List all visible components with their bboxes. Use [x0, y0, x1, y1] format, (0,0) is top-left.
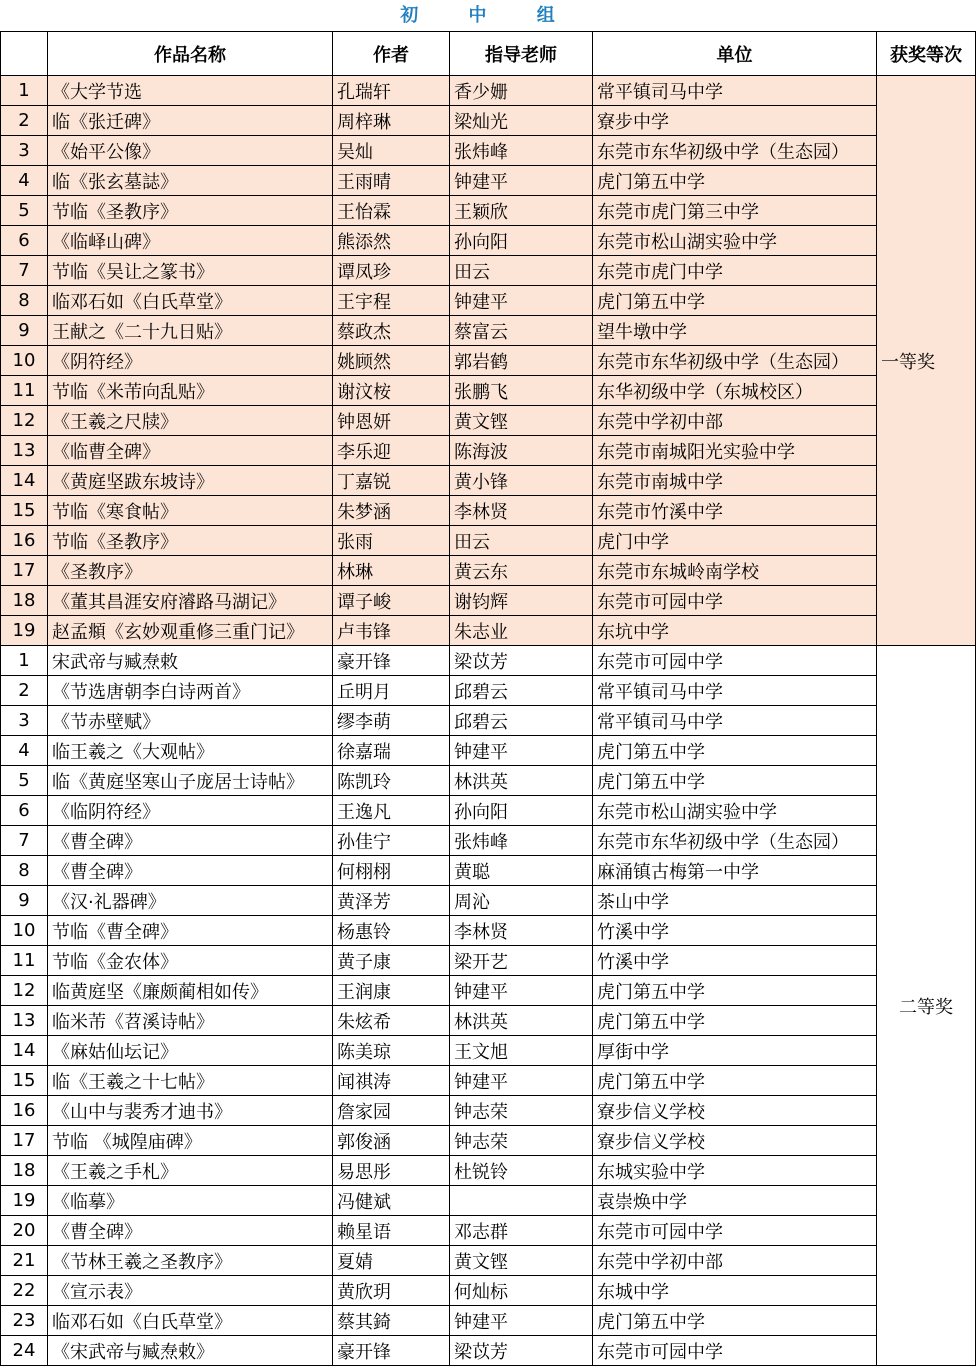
row-number-cell: 21	[1, 1246, 48, 1276]
award-level-cell: 二等奖	[877, 646, 976, 1366]
award-table	[0, 31, 976, 1366]
table-row	[1, 106, 976, 136]
author-cell: 朱梦涵	[333, 496, 450, 526]
author-cell: 易思彤	[333, 1156, 450, 1186]
work-title-cell: 赵孟頫《玄妙观重修三重门记》	[48, 616, 333, 646]
work-title-cell: 《宣示表》	[48, 1276, 333, 1306]
header-no	[1, 32, 48, 76]
row-number-cell: 7	[1, 256, 48, 286]
teacher-cell: 李林贤	[450, 916, 593, 946]
unit-cell: 东莞市可园中学	[593, 1336, 877, 1366]
row-number-cell: 16	[1, 526, 48, 556]
row-number-cell: 18	[1, 1156, 48, 1186]
author-cell: 徐嘉瑞	[333, 736, 450, 766]
work-title-cell: 《曹全碑》	[48, 1216, 333, 1246]
header-work: 作品名称	[48, 32, 333, 76]
work-title-cell: 临王羲之《大观帖》	[48, 736, 333, 766]
teacher-cell: 周沁	[450, 886, 593, 916]
unit-cell: 东莞市东华初级中学（生态园）	[593, 346, 877, 376]
work-title-cell: 节临《吴让之篆书》	[48, 256, 333, 286]
unit-cell: 东莞市可园中学	[593, 1216, 877, 1246]
teacher-cell: 梁苡芳	[450, 1336, 593, 1366]
author-cell: 周梓琳	[333, 106, 450, 136]
table-row	[1, 676, 976, 706]
work-title-cell: 宋武帝与臧焘敕	[48, 646, 333, 676]
author-cell: 王逸凡	[333, 796, 450, 826]
table-row	[1, 496, 976, 526]
work-title-cell: 《宋武帝与臧焘敕》	[48, 1336, 333, 1366]
unit-cell: 虎门第五中学	[593, 1006, 877, 1036]
work-title-cell: 节临《米芾向乱贴》	[48, 376, 333, 406]
work-title-cell: 《节选唐朝李白诗两首》	[48, 676, 333, 706]
row-number-cell: 17	[1, 1126, 48, 1156]
row-number-cell: 20	[1, 1216, 48, 1246]
teacher-cell: 香少姗	[450, 76, 593, 106]
teacher-cell: 钟建平	[450, 166, 593, 196]
author-cell: 豪开锋	[333, 646, 450, 676]
teacher-cell: 郭岩鹤	[450, 346, 593, 376]
row-number-cell: 8	[1, 286, 48, 316]
teacher-cell: 孙向阳	[450, 796, 593, 826]
unit-cell: 常平镇司马中学	[593, 706, 877, 736]
table-row	[1, 466, 976, 496]
unit-cell: 东华初级中学（东城校区）	[593, 376, 877, 406]
row-number-cell: 2	[1, 676, 48, 706]
unit-cell: 厚街中学	[593, 1036, 877, 1066]
author-cell: 吴灿	[333, 136, 450, 166]
author-cell: 钟恩妍	[333, 406, 450, 436]
unit-cell: 东城中学	[593, 1276, 877, 1306]
unit-cell: 虎门第五中学	[593, 766, 877, 796]
teacher-cell: 林洪英	[450, 1006, 593, 1036]
unit-cell: 东莞中学初中部	[593, 1246, 877, 1276]
teacher-cell: 钟志荣	[450, 1126, 593, 1156]
unit-cell: 虎门第五中学	[593, 1306, 877, 1336]
row-number-cell: 13	[1, 1006, 48, 1036]
table-row	[1, 946, 976, 976]
author-cell: 谭凤珍	[333, 256, 450, 286]
author-cell: 丁嘉锐	[333, 466, 450, 496]
work-title-cell: 节临 《城隍庙碑》	[48, 1126, 333, 1156]
row-number-cell: 19	[1, 616, 48, 646]
work-title-cell: 节临《曹全碑》	[48, 916, 333, 946]
unit-cell: 寮步中学	[593, 106, 877, 136]
author-cell: 朱炫希	[333, 1006, 450, 1036]
teacher-cell: 朱志业	[450, 616, 593, 646]
work-title-cell: 节临《寒食帖》	[48, 496, 333, 526]
author-cell: 陈凯玲	[333, 766, 450, 796]
teacher-cell: 邓志群	[450, 1216, 593, 1246]
row-number-cell: 14	[1, 466, 48, 496]
teacher-cell: 孙向阳	[450, 226, 593, 256]
table-row	[1, 706, 976, 736]
row-number-cell: 15	[1, 496, 48, 526]
row-number-cell: 11	[1, 946, 48, 976]
row-number-cell: 12	[1, 976, 48, 1006]
author-cell: 詹家园	[333, 1096, 450, 1126]
row-number-cell: 9	[1, 886, 48, 916]
work-title-cell: 临《张玄墓誌》	[48, 166, 333, 196]
unit-cell: 东莞市东华初级中学（生态园）	[593, 136, 877, 166]
work-title-cell: 《节林王羲之圣教序》	[48, 1246, 333, 1276]
table-row	[1, 1126, 976, 1156]
work-title-cell: 节临《金农体》	[48, 946, 333, 976]
teacher-cell: 何灿标	[450, 1276, 593, 1306]
author-cell: 李乐迎	[333, 436, 450, 466]
row-number-cell: 8	[1, 856, 48, 886]
work-title-cell: 节临《圣教序》	[48, 196, 333, 226]
work-title-cell: 《王羲之手札》	[48, 1156, 333, 1186]
row-number-cell: 1	[1, 76, 48, 106]
author-cell: 缪李萌	[333, 706, 450, 736]
author-cell: 黄子康	[333, 946, 450, 976]
author-cell: 赖星语	[333, 1216, 450, 1246]
header-teacher: 指导老师	[450, 32, 593, 76]
teacher-cell	[450, 1186, 593, 1216]
row-number-cell: 10	[1, 916, 48, 946]
teacher-cell: 黄文铿	[450, 406, 593, 436]
work-title-cell: 《山中与裴秀才迪书》	[48, 1096, 333, 1126]
work-title-cell: 临邓石如《白氏草堂》	[48, 286, 333, 316]
teacher-cell: 钟建平	[450, 1306, 593, 1336]
work-title-cell: 《节赤壁赋》	[48, 706, 333, 736]
teacher-cell: 钟建平	[450, 286, 593, 316]
table-row	[1, 886, 976, 916]
row-number-cell: 5	[1, 196, 48, 226]
table-row	[1, 1306, 976, 1336]
table-row	[1, 1246, 976, 1276]
teacher-cell: 陈海波	[450, 436, 593, 466]
row-number-cell: 11	[1, 376, 48, 406]
table-row	[1, 616, 976, 646]
row-number-cell: 1	[1, 646, 48, 676]
table-row	[1, 286, 976, 316]
teacher-cell: 邱碧云	[450, 676, 593, 706]
work-title-cell: 《麻姑仙坛记》	[48, 1036, 333, 1066]
row-number-cell: 13	[1, 436, 48, 466]
author-cell: 冯健斌	[333, 1186, 450, 1216]
table-row	[1, 826, 976, 856]
teacher-cell: 梁苡芳	[450, 646, 593, 676]
row-number-cell: 4	[1, 166, 48, 196]
teacher-cell: 张鹏飞	[450, 376, 593, 406]
header-unit: 单位	[593, 32, 877, 76]
unit-cell: 茶山中学	[593, 886, 877, 916]
table-row	[1, 796, 976, 826]
unit-cell: 东莞市可园中学	[593, 646, 877, 676]
unit-cell: 东莞中学初中部	[593, 406, 877, 436]
unit-cell: 东莞市可园中学	[593, 586, 877, 616]
table-row	[1, 916, 976, 946]
header-author: 作者	[333, 32, 450, 76]
row-number-cell: 6	[1, 226, 48, 256]
work-title-cell: 《曹全碑》	[48, 856, 333, 886]
unit-cell: 麻涌镇古梅第一中学	[593, 856, 877, 886]
table-row	[1, 76, 976, 106]
row-number-cell: 12	[1, 406, 48, 436]
row-number-cell: 17	[1, 556, 48, 586]
author-cell: 何栩栩	[333, 856, 450, 886]
work-title-cell: 《黄庭坚跋东坡诗》	[48, 466, 333, 496]
work-title-cell: 临《王羲之十七帖》	[48, 1066, 333, 1096]
work-title-cell: 临邓石如《白氏草堂》	[48, 1306, 333, 1336]
row-number-cell: 7	[1, 826, 48, 856]
author-cell: 孙佳宁	[333, 826, 450, 856]
unit-cell: 虎门中学	[593, 526, 877, 556]
row-number-cell: 3	[1, 706, 48, 736]
unit-cell: 袁崇焕中学	[593, 1186, 877, 1216]
author-cell: 豪开锋	[333, 1336, 450, 1366]
author-cell: 孔瑞轩	[333, 76, 450, 106]
table-row	[1, 256, 976, 286]
teacher-cell: 钟建平	[450, 1066, 593, 1096]
table-row	[1, 346, 976, 376]
unit-cell: 寮步信义学校	[593, 1096, 877, 1126]
unit-cell: 东坑中学	[593, 616, 877, 646]
row-number-cell: 16	[1, 1096, 48, 1126]
author-cell: 王怡霖	[333, 196, 450, 226]
table-row	[1, 1006, 976, 1036]
teacher-cell: 田云	[450, 256, 593, 286]
work-title-cell: 临米芾《苕溪诗帖》	[48, 1006, 333, 1036]
work-title-cell: 临《黄庭坚寒山子庞居士诗帖》	[48, 766, 333, 796]
table-row	[1, 406, 976, 436]
unit-cell: 东莞市虎门中学	[593, 256, 877, 286]
row-number-cell: 2	[1, 106, 48, 136]
author-cell: 王雨晴	[333, 166, 450, 196]
work-title-cell: 《大学节选	[48, 76, 333, 106]
work-title-cell: 节临《圣教序》	[48, 526, 333, 556]
work-title-cell: 王献之《二十九日贴》	[48, 316, 333, 346]
teacher-cell: 王颖欣	[450, 196, 593, 226]
table-row	[1, 556, 976, 586]
table-row	[1, 1216, 976, 1246]
unit-cell: 常平镇司马中学	[593, 676, 877, 706]
table-row	[1, 1156, 976, 1186]
author-cell: 卢韦锋	[333, 616, 450, 646]
unit-cell: 东莞市虎门第三中学	[593, 196, 877, 226]
work-title-cell: 《始平公像》	[48, 136, 333, 166]
teacher-cell: 李林贤	[450, 496, 593, 526]
table-row	[1, 1096, 976, 1126]
author-cell: 杨惠铃	[333, 916, 450, 946]
unit-cell: 虎门第五中学	[593, 166, 877, 196]
author-cell: 姚顾然	[333, 346, 450, 376]
row-number-cell: 18	[1, 586, 48, 616]
teacher-cell: 邱碧云	[450, 706, 593, 736]
work-title-cell: 《王羲之尺牍》	[48, 406, 333, 436]
author-cell: 蔡政杰	[333, 316, 450, 346]
work-title-cell: 《临峄山碑》	[48, 226, 333, 256]
table-row	[1, 196, 976, 226]
teacher-cell: 田云	[450, 526, 593, 556]
table-row	[1, 226, 976, 256]
table-row	[1, 766, 976, 796]
author-cell: 陈美琼	[333, 1036, 450, 1066]
teacher-cell: 张炜峰	[450, 136, 593, 166]
teacher-cell: 蔡富云	[450, 316, 593, 346]
work-title-cell: 《汉·礼器碑》	[48, 886, 333, 916]
unit-cell: 东莞市松山湖实验中学	[593, 226, 877, 256]
teacher-cell: 张炜峰	[450, 826, 593, 856]
author-cell: 林琳	[333, 556, 450, 586]
work-title-cell: 临《张迁碑》	[48, 106, 333, 136]
work-title-cell: 《圣教序》	[48, 556, 333, 586]
row-number-cell: 9	[1, 316, 48, 346]
unit-cell: 东莞市松山湖实验中学	[593, 796, 877, 826]
row-number-cell: 19	[1, 1186, 48, 1216]
teacher-cell: 钟建平	[450, 976, 593, 1006]
work-title-cell: 《阴符经》	[48, 346, 333, 376]
author-cell: 谭子峻	[333, 586, 450, 616]
table-row	[1, 1066, 976, 1096]
table-row	[1, 376, 976, 406]
teacher-cell: 林洪英	[450, 766, 593, 796]
unit-cell: 东莞市东华初级中学（生态园）	[593, 826, 877, 856]
teacher-cell: 杜锐铃	[450, 1156, 593, 1186]
table-row	[1, 136, 976, 166]
work-title-cell: 《临摹》	[48, 1186, 333, 1216]
row-number-cell: 15	[1, 1066, 48, 1096]
unit-cell: 虎门第五中学	[593, 736, 877, 766]
unit-cell: 东莞市南城中学	[593, 466, 877, 496]
author-cell: 夏婧	[333, 1246, 450, 1276]
table-row	[1, 586, 976, 616]
table-row	[1, 166, 976, 196]
unit-cell: 常平镇司马中学	[593, 76, 877, 106]
author-cell: 张雨	[333, 526, 450, 556]
row-number-cell: 10	[1, 346, 48, 376]
unit-cell: 东城实验中学	[593, 1156, 877, 1186]
teacher-cell: 谢钧辉	[450, 586, 593, 616]
table-row	[1, 646, 976, 676]
unit-cell: 东莞市竹溪中学	[593, 496, 877, 526]
unit-cell: 竹溪中学	[593, 946, 877, 976]
table-row	[1, 1336, 976, 1366]
author-cell: 熊添然	[333, 226, 450, 256]
author-cell: 蔡其錡	[333, 1306, 450, 1336]
work-title-cell: 临黄庭坚《廉颇蔺相如传》	[48, 976, 333, 1006]
row-number-cell: 14	[1, 1036, 48, 1066]
unit-cell: 寮步信义学校	[593, 1126, 877, 1156]
teacher-cell: 钟建平	[450, 736, 593, 766]
unit-cell: 虎门第五中学	[593, 976, 877, 1006]
unit-cell: 东莞市东城岭南学校	[593, 556, 877, 586]
teacher-cell: 黄小锋	[450, 466, 593, 496]
teacher-cell: 黄聪	[450, 856, 593, 886]
teacher-cell: 黄文铿	[450, 1246, 593, 1276]
table-row	[1, 316, 976, 346]
unit-cell: 望牛墩中学	[593, 316, 877, 346]
author-cell: 谢汶桉	[333, 376, 450, 406]
unit-cell: 竹溪中学	[593, 916, 877, 946]
work-title-cell: 《临阴符经》	[48, 796, 333, 826]
table-row	[1, 1036, 976, 1066]
group-title: 初 中 组	[400, 5, 577, 26]
teacher-cell: 黄云东	[450, 556, 593, 586]
author-cell: 黄欣玥	[333, 1276, 450, 1306]
row-number-cell: 5	[1, 766, 48, 796]
unit-cell: 虎门第五中学	[593, 286, 877, 316]
award-table-container	[0, 31, 976, 1366]
table-row	[1, 856, 976, 886]
author-cell: 黄泽芳	[333, 886, 450, 916]
row-number-cell: 6	[1, 796, 48, 826]
author-cell: 王润康	[333, 976, 450, 1006]
row-number-cell: 22	[1, 1276, 48, 1306]
unit-cell: 虎门第五中学	[593, 1066, 877, 1096]
teacher-cell: 梁开艺	[450, 946, 593, 976]
teacher-cell: 王文旭	[450, 1036, 593, 1066]
table-row	[1, 526, 976, 556]
table-row	[1, 1186, 976, 1216]
row-number-cell: 24	[1, 1336, 48, 1366]
author-cell: 闻祺涛	[333, 1066, 450, 1096]
table-row	[1, 976, 976, 1006]
award-level-cell: 一等奖	[877, 76, 976, 646]
table-row	[1, 436, 976, 466]
header-row	[1, 32, 976, 76]
teacher-cell: 钟志荣	[450, 1096, 593, 1126]
author-cell: 丘明月	[333, 676, 450, 706]
author-cell: 王宇程	[333, 286, 450, 316]
work-title-cell: 《董其昌涯安府濬路马湖记》	[48, 586, 333, 616]
unit-cell: 东莞市南城阳光实验中学	[593, 436, 877, 466]
header-award: 获奖等次	[877, 32, 976, 76]
table-body	[1, 76, 976, 1366]
work-title-cell: 《临曹全碑》	[48, 436, 333, 466]
row-number-cell: 23	[1, 1306, 48, 1336]
row-number-cell: 3	[1, 136, 48, 166]
table-row	[1, 1276, 976, 1306]
author-cell: 郭俊涵	[333, 1126, 450, 1156]
work-title-cell: 《曹全碑》	[48, 826, 333, 856]
row-number-cell: 4	[1, 736, 48, 766]
teacher-cell: 梁灿光	[450, 106, 593, 136]
table-row	[1, 736, 976, 766]
